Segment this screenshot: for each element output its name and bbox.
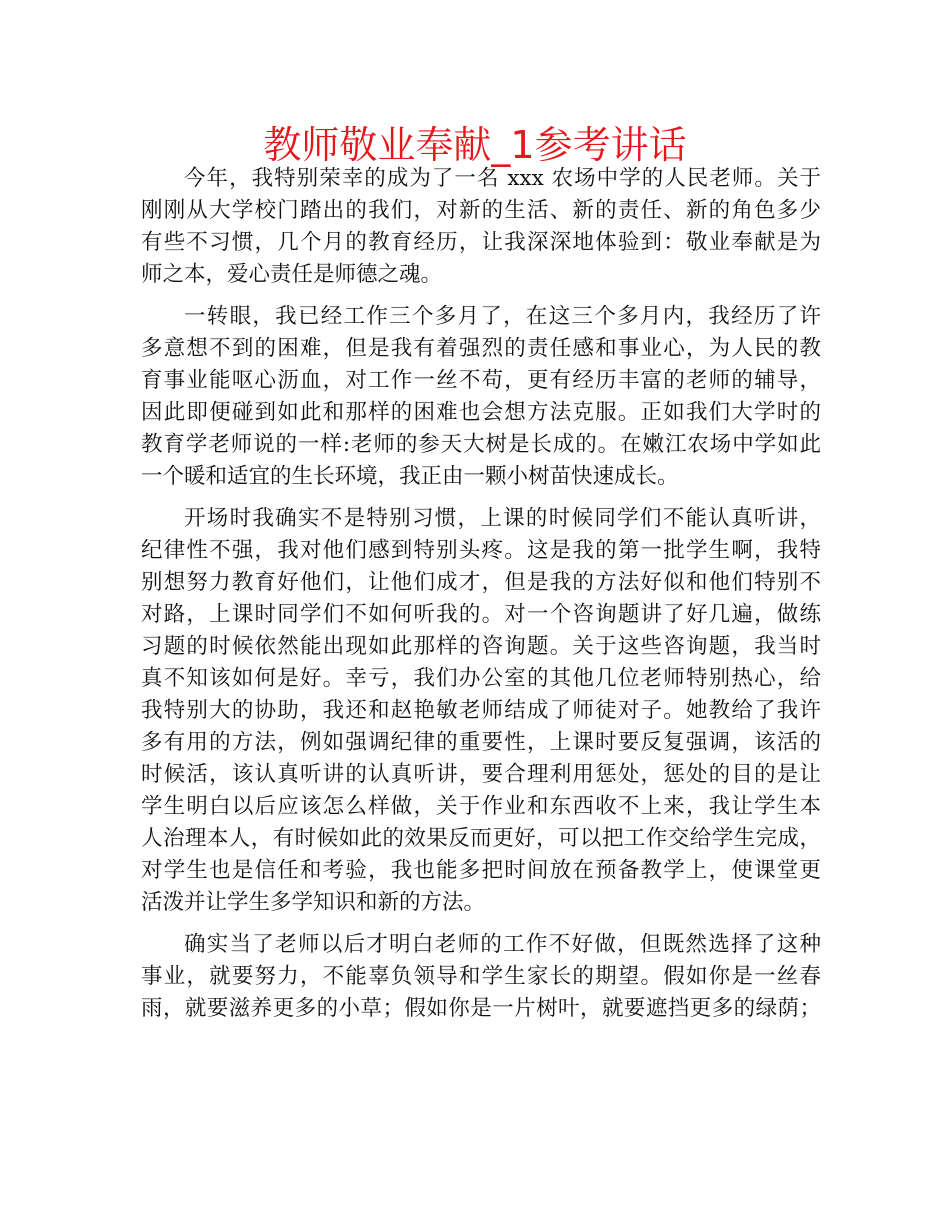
paragraph-line: 开场时我确实不是特别习惯，上课的时候同学们不能认真听讲， — [184, 506, 821, 531]
paragraph-line: 刚刚从大学校门踏出的我们，对新的生活、新的责任、新的角色多少 — [141, 198, 821, 223]
paragraph-line: 人治理本人，有时候如此的效果反而更好，可以把工作交给学生完成， — [141, 826, 821, 851]
paragraph-line: 多有用的方法，例如强调纪律的重要性，上课时要反复强调，该活的 — [141, 730, 821, 755]
paragraph-line: 教育学老师说的一样:老师的参天大树是长成的。在嫩江农场中学如此 — [141, 432, 821, 457]
paragraph-line: 今年，我特别荣幸的成为了一名 xxx 农场中学的人民老师。关于 — [184, 166, 821, 191]
paragraph-1 — [141, 163, 821, 291]
paragraph-line: 有些不习惯，几个月的教育经历，让我深深地体验到：敬业奉献是为 — [141, 230, 821, 255]
paragraph-line: 纪律性不强，我对他们感到特别头疼。这是我的第一批学生啊，我特 — [141, 538, 821, 563]
paragraph-line: 一转眼，我已经工作三个多月了，在这三个多月内，我经历了许 — [184, 304, 821, 329]
paragraph-line: 习题的时候依然能出现如此那样的咨询题。关于这些咨询题，我当时 — [141, 634, 821, 659]
paragraph-line: 雨，就要滋养更多的小草；假如你是一片树叶，就要遮挡更多的绿荫； — [141, 996, 821, 1021]
paragraph-line: 对学生也是信任和考验，我也能多把时间放在预备教学上，使课堂更 — [141, 858, 821, 883]
paragraph-line: 真不知该如何是好。幸亏，我们办公室的其他几位老师特别热心，给 — [141, 666, 821, 691]
document-body — [141, 163, 821, 1035]
paragraph-3 — [141, 503, 821, 919]
paragraph-line: 因此即便碰到如此和那样的困难也会想方法克服。正如我们大学时的 — [141, 400, 821, 425]
paragraph-line: 时候活，该认真听讲的认真听讲，要合理利用惩处，惩处的目的是让 — [141, 762, 821, 787]
document-title: 教师敬业奉献_1参考讲话 — [263, 123, 687, 167]
paragraph-line: 学生明白以后应该怎么样做，关于作业和东西收不上来，我让学生本 — [141, 794, 821, 819]
paragraph-line: 确实当了老师以后才明白老师的工作不好做，但既然选择了这种 — [184, 932, 821, 957]
paragraph-4 — [141, 929, 821, 1025]
paragraph-line: 别想努力教育好他们，让他们成才，但是我的方法好似和他们特别不 — [141, 570, 821, 595]
paragraph-line: 对路，上课时同学们不如何听我的。对一个咨询题讲了好几遍，做练 — [141, 602, 821, 627]
paragraph-line: 多意想不到的困难，但是我有着强烈的责任感和事业心，为人民的教 — [141, 336, 821, 361]
paragraph-line: 师之本，爱心责任是师德之魂。 — [141, 262, 443, 287]
paragraph-2 — [141, 301, 821, 493]
paragraph-line: 一个暖和适宜的生长环境，我正由一颗小树苗快速成长。 — [141, 464, 679, 489]
paragraph-line: 活泼并让学生多学知识和新的方法。 — [141, 890, 486, 915]
paragraph-line: 我特别大的协助，我还和赵艳敏老师结成了师徒对子。她教给了我许 — [141, 698, 821, 723]
paragraph-line: 事业，就要努力，不能辜负领导和学生家长的期望。假如你是一丝春 — [141, 964, 821, 989]
paragraph-line: 育事业能呕心沥血，对工作一丝不苟，更有经历丰富的老师的辅导， — [141, 368, 821, 393]
